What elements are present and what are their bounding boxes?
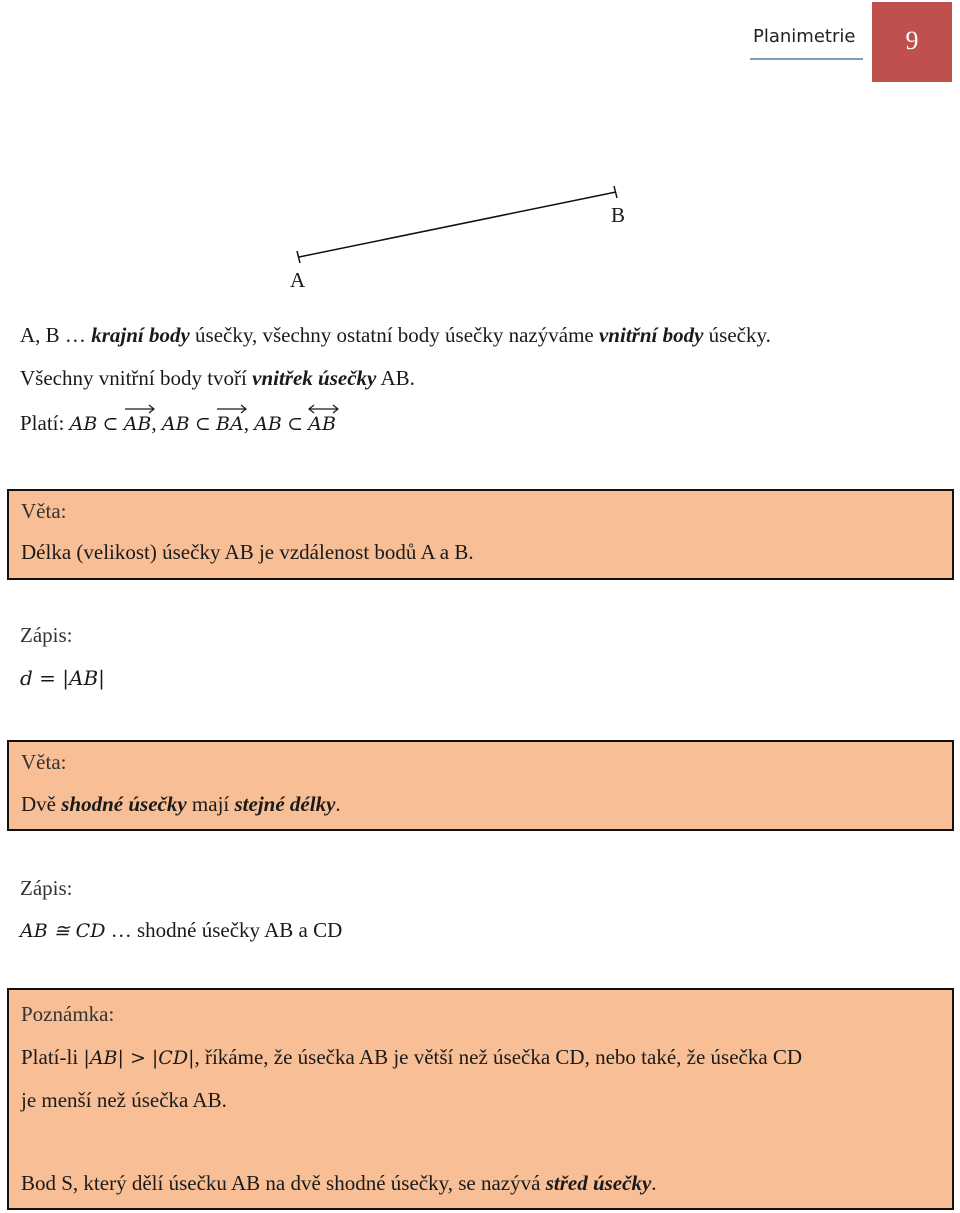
point-b-label: B [611, 203, 626, 227]
notation-formula: d = |AB| [20, 666, 105, 690]
text-line-interior: Všechny vnitřní body tvoří vnitřek úsečky AB. [20, 366, 415, 390]
text-line-subsets: Platí: AB ⊂ AB, AB ⊂ BA, AB ⊂ AB [20, 411, 336, 436]
segment-ab [299, 192, 616, 257]
ray-ab: AB [124, 413, 152, 435]
notation-label: Zápis: [20, 876, 73, 900]
line-ab: AB [308, 413, 336, 435]
theorem-text: Délka (velikost) úsečky AB je vzdálenost bodů A a B. [21, 540, 474, 564]
point-a-label: A [290, 268, 306, 292]
header-title: Planimetrie [753, 26, 856, 47]
ray-ba: BA [216, 413, 244, 435]
note-line-midpoint: Bod S, který dělí úsečku AB na dvě shodné úsečky, se nazývá střed úsečky. [21, 1171, 657, 1195]
theorem-box-length [7, 489, 954, 580]
theorem-text: Dvě shodné úsečky mají stejné délky. [21, 792, 341, 816]
note-box [7, 988, 954, 1210]
theorem-label: Věta: [21, 499, 67, 523]
notation-label: Zápis: [20, 623, 73, 647]
segment-figure [0, 0, 960, 300]
text-line-endpoints: A, B … krajní body úsečky, všechny ostatní body úsečky nazýváme vnitřní body úsečky. [20, 323, 771, 347]
notation-congruence: AB ≅ CD … shodné úsečky AB a CD [20, 918, 343, 942]
note-label: Poznámka: [21, 1002, 115, 1026]
theorem-box-congruent [7, 740, 954, 831]
theorem-label: Věta: [21, 750, 67, 774]
note-line-comparison: Platí-li |AB| > |CD|, říkáme, že úsečka AB je větší než úsečka CD, nebo také, že úsečka CD [21, 1045, 803, 1069]
page-number: 9 [872, 2, 952, 82]
note-line-smaller: je menší než úsečka AB. [21, 1088, 227, 1112]
